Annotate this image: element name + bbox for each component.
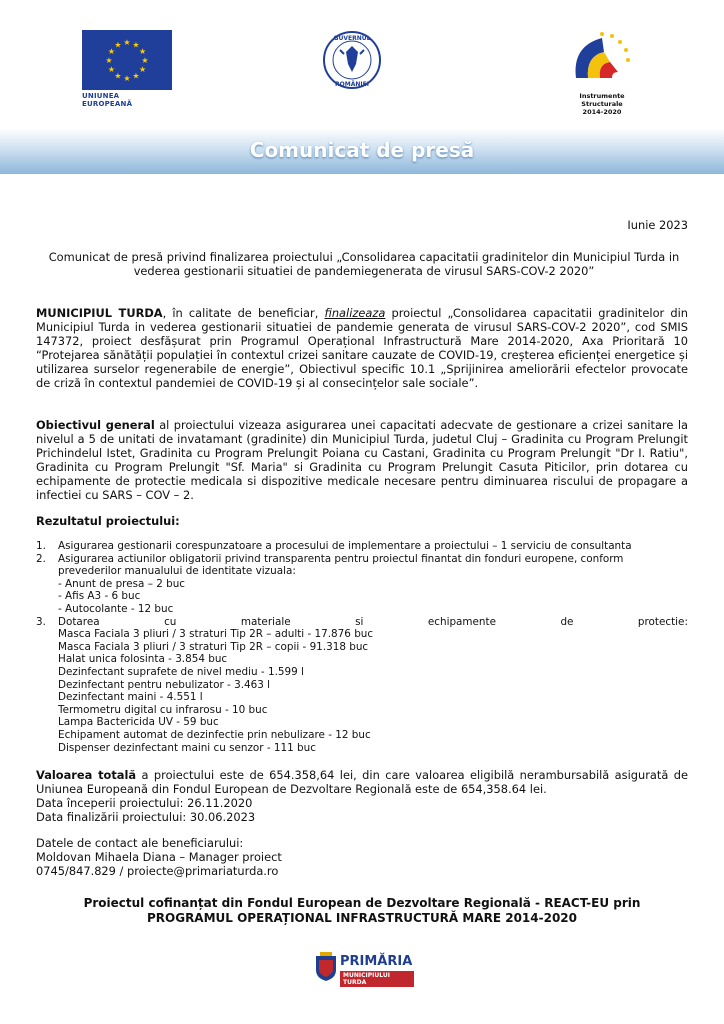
primaria-logo xyxy=(314,950,414,990)
results-heading: Rezultatul proiectului: xyxy=(36,514,180,528)
list-item-text: Asigurarea gestionarii corespunzatoare a procesului de implementare a proiectului – 1 serviciu de consultanta xyxy=(58,540,632,552)
star-icon: ★ xyxy=(132,71,140,81)
list-item-text xyxy=(58,616,688,629)
start-date: Data începerii proiectului: 26.11.2020 xyxy=(36,796,253,810)
footer-line2: PROGRAMUL OPERAȚIONAL INFRASTRUCTURĂ MARE 2014-2020 xyxy=(146,911,578,925)
word: echipamente xyxy=(427,615,496,628)
is-caption-line2: 2014-2020 xyxy=(582,108,622,116)
word: si xyxy=(355,615,364,628)
star-icon: ★ xyxy=(114,40,122,50)
star-icon: ★ xyxy=(105,56,113,65)
list-sub-item: - Autocolante - 12 buc xyxy=(58,602,174,615)
equipment-item: Dezinfectant pentru nebulizator - 3.463 l xyxy=(58,678,271,691)
coat-of-arms-icon xyxy=(314,952,338,982)
equipment-item: Termometru digital cu infrarosu - 10 buc xyxy=(58,703,268,716)
paragraph-intro xyxy=(36,306,688,390)
paragraph-objective xyxy=(36,418,688,502)
star-icon: ★ xyxy=(123,38,131,47)
instrumente-structurale-logo xyxy=(562,26,642,116)
star-icon: ★ xyxy=(139,47,147,56)
equipment-item: Halat unica folosinta - 3.854 buc xyxy=(58,653,228,666)
equipment-item: Masca Faciala 3 pliuri / 3 straturi Tip 2R – copii - 91.318 buc xyxy=(58,640,369,653)
equipment-item: Dispenser dezinfectant maini cu senzor - 111 buc xyxy=(58,741,316,754)
title-banner xyxy=(0,128,724,174)
footer-line1: Proiectul cofinanțat din Fondul European de Dezvoltare Regională - REACT-EU prin xyxy=(83,896,641,910)
contact-section xyxy=(36,836,282,878)
contact-heading: Datele de contact ale beneficiarului: xyxy=(36,836,244,850)
list-sub-item: - Anunt de presa – 2 buc xyxy=(58,577,186,590)
equipment-item: Masca Faciala 3 pliuri / 3 straturi Tip 2R – adulti - 17.876 buc xyxy=(58,628,374,641)
document-subtitle: Comunicat de presă privind finalizarea proiectului „Consolidarea capacitatii gradinitelor din Municipiul Turda in vederea gestionarii situatiei de pandemiegenerata de virusul SARS-COV-2 2020” xyxy=(48,250,680,278)
equipment-item: Lampa Bactericida UV - 59 buc xyxy=(58,716,219,729)
value-label: Valoarea totală xyxy=(36,768,137,782)
word: cu xyxy=(164,615,177,628)
list-item-text: Asigurarea actiunilor obligatorii privind transparenta pentru proiectul finantat din fonduri europene, conform prevederilor manualului de identitate vizuala: xyxy=(58,552,624,578)
value-paragraph xyxy=(36,768,688,796)
government-seal-icon xyxy=(322,30,382,90)
list-sub-item: - Afis A3 - 6 buc xyxy=(58,590,141,603)
finalizeaza-emphasis: finalizeaza xyxy=(324,306,386,320)
list-number: 2. xyxy=(36,552,46,565)
equipment-item: Dezinfectant maini - 4.551 l xyxy=(58,691,203,704)
word: materiale xyxy=(240,615,291,628)
contact-phone-email: 0745/847.829 / proiecte@primariaturda.ro xyxy=(36,864,279,878)
end-date: Data finalizării proiectului: 30.06.2023 xyxy=(36,810,256,824)
list-item xyxy=(36,540,688,553)
document-date: Iunie 2023 xyxy=(627,218,688,232)
eu-logo xyxy=(82,30,172,108)
intro-text-2: proiectul „Consolidarea capacitatii gradinitelor din Municipiul Turda in vederea gestionarii situatiei de pandemie generata de virusul SARS-COV-2 2020”, cod SMIS 147372, proiect desfășurat prin Programul Operațional Infrastructură Mare 2014-2020, Axa Prioritară 10 “Protejarea sănătății populației în contextul crizei sanitare cauzate de COVID-19, creșterea eficienței energetice și utilizarea surselor regenerabile de energie”, Obiectivul specific 10.1 „Sprijinirea ameliorării efectelor provocate de criză în contextul pandemiei de COVID-19 și al consecințelor sale sociale”. xyxy=(36,306,688,390)
star-icon: ★ xyxy=(107,47,115,56)
equipment-item: Echipament automat de dezinfectie prin nebulizare - 12 buc xyxy=(58,728,371,741)
value-section xyxy=(36,768,688,824)
results-list xyxy=(36,540,688,754)
star-icon: ★ xyxy=(141,56,149,65)
star-icon: ★ xyxy=(132,40,140,50)
banner-title: Comunicat de presă xyxy=(249,138,475,162)
svg-text:GUVERNUL: GUVERNUL xyxy=(333,35,371,42)
is-caption-line1: Instrumente Structurale xyxy=(579,92,625,108)
star-icon: ★ xyxy=(107,65,115,74)
list-item xyxy=(36,616,688,755)
eu-flag-icon xyxy=(82,30,172,90)
objective-label: Obiectivul general xyxy=(36,418,155,432)
word: Dotarea xyxy=(58,615,100,628)
beneficiary-name: MUNICIPIUL TURDA xyxy=(36,306,163,320)
primaria-subtitle: MUNICIPIULUI TURDA xyxy=(340,971,414,987)
value-text: a proiectului este de 654.358,64 lei, din care valoarea eligibilă nerambursabilă asigurată de Uniunea Europeană din Fondul European de Dezvoltare Regională este de 654,358.64 lei. xyxy=(36,768,688,796)
objective-text: al proiectului vizeaza asigurarea unei capacitati adecvate de gestionare a crizei sanitare la nivelul a 5 de unitati de invatamant (gradinite) din Municipiul Turda, judetul Cluj – Gradinita cu Program Prelungit Prichindelul Istet, Gradinita cu Program Prelungit Poiana cu Castani, Gradinita cu Program Prelungit "Dr I. Ratiu", Gradinita cu Program Prelungit "Sf. Maria" si Gradinita cu Program Prelungit Casuta Piticilor, prin dotarea cu echipamente de protectie medicala si dispozitive medicale necesare pentru diminuarea riscului de propagare a infectiei cu SARS – COV – 2. xyxy=(36,418,688,502)
star-icon: ★ xyxy=(123,74,131,83)
list-number: 3. xyxy=(36,615,46,628)
list-item xyxy=(36,553,688,616)
equipment-item: Dezinfectant suprafete de nivel mediu - 1.599 l xyxy=(58,665,304,678)
star-icon: ★ xyxy=(114,71,122,81)
intro-text-1: , în calitate de beneficiar, xyxy=(162,306,325,320)
footer-text xyxy=(36,896,688,926)
word: de xyxy=(560,615,574,628)
contact-person: Moldovan Mihaela Diana – Manager proiect xyxy=(36,850,282,864)
eu-caption: UNIUNEA EUROPEANĂ xyxy=(82,92,133,108)
primaria-name: PRIMĂRIA xyxy=(340,954,413,969)
star-icon: ★ xyxy=(139,65,147,74)
list-number: 1. xyxy=(36,540,46,552)
word: protectie: xyxy=(637,615,688,628)
instrumente-structurale-icon xyxy=(562,26,642,86)
svg-text:ROMÂNIEI: ROMÂNIEI xyxy=(335,81,369,88)
